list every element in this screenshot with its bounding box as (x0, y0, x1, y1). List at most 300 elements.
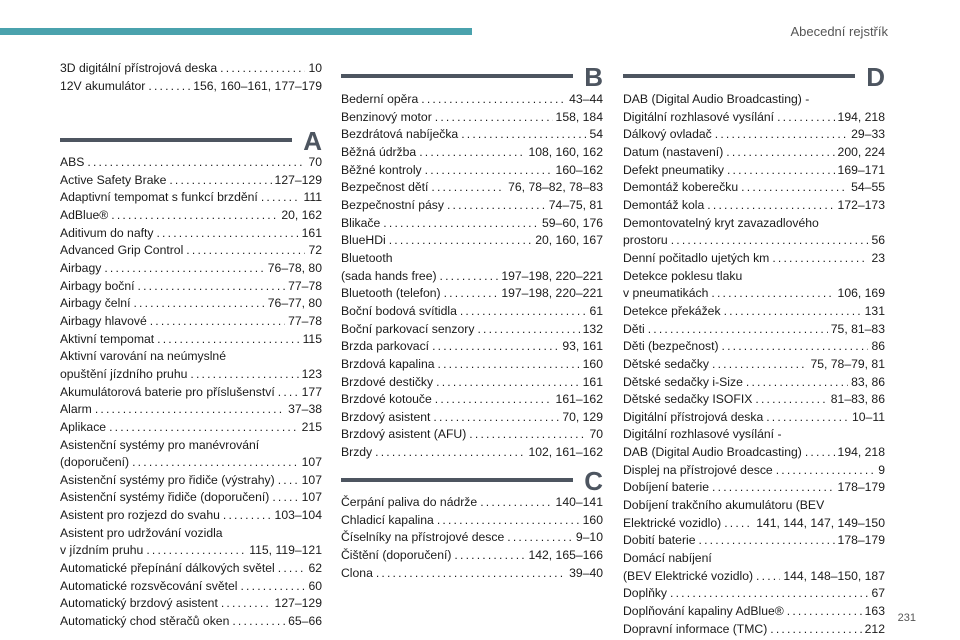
index-entry[interactable] (341, 285, 603, 303)
index-entry-term: (sada hands free) (341, 268, 437, 283)
index-entry-term: Doplňky (623, 586, 668, 601)
section-heading (60, 126, 322, 156)
leader-dots (156, 225, 298, 243)
index-entry[interactable] (623, 603, 885, 621)
index-entry-pages: 106, 169 (837, 286, 885, 301)
index-entry[interactable] (623, 197, 885, 215)
leader-dots (724, 303, 862, 321)
index-entry[interactable] (341, 162, 603, 180)
index-entry[interactable] (60, 595, 322, 613)
index-entry-pages: 142, 165–166 (528, 547, 603, 562)
index-entry-pages: 9–10 (575, 530, 603, 545)
leader-dots (104, 260, 264, 278)
index-entry[interactable] (341, 512, 603, 530)
index-entry-pages: 161 (301, 225, 322, 240)
index-entry-term: Doplňování kapaliny AdBlue® (623, 604, 784, 619)
index-entry[interactable] (60, 154, 322, 172)
leader-dots (726, 144, 834, 162)
index-entry-line: Bluetooth (341, 250, 393, 265)
index-entry[interactable] (60, 260, 322, 278)
leader-dots (787, 603, 862, 621)
index-entry-list (341, 494, 603, 582)
leader-dots (756, 568, 780, 586)
index-entry-pages: 123 (301, 366, 322, 381)
index-entry-pages: 107 (301, 490, 322, 505)
index-entry[interactable] (341, 356, 603, 374)
leader-dots (111, 207, 278, 225)
index-entry-pages: 93, 161 (562, 339, 603, 354)
index-entry-term: Aplikace (60, 419, 107, 434)
index-entry-term: v pneumatikách (623, 286, 709, 301)
index-entry-term: v jízdním pruhu (60, 543, 144, 558)
index-entry-pages: 160–162 (555, 162, 603, 177)
index-entry[interactable] (341, 426, 603, 444)
index-entry-pages: 200, 224 (837, 144, 885, 159)
index-entry[interactable] (341, 565, 603, 583)
index-entry[interactable] (60, 419, 322, 437)
leader-dots (221, 595, 272, 613)
index-entry-term: Běžné kontroly (341, 162, 422, 177)
leader-dots (435, 391, 553, 409)
leader-dots (190, 366, 298, 384)
index-entry-pages: 74–75, 81 (548, 197, 603, 212)
index-entry-term: Benzinový motor (341, 109, 432, 124)
section-heading (623, 62, 885, 92)
index-entry[interactable] (341, 232, 603, 250)
index-entry[interactable] (623, 462, 885, 480)
leader-dots (715, 126, 848, 144)
index-entry-pages: 67 (871, 586, 885, 601)
leader-dots (437, 512, 580, 530)
index-entry[interactable] (341, 391, 603, 409)
leader-dots (375, 444, 525, 462)
leader-dots (95, 401, 285, 419)
leader-dots (454, 547, 525, 565)
index-entry-pages: 54 (589, 127, 603, 142)
leader-dots (132, 454, 299, 472)
index-entry[interactable] (623, 144, 885, 162)
index-entry-pages: 127–129 (274, 596, 322, 611)
leader-dots (223, 507, 272, 525)
index-entry[interactable] (60, 331, 322, 349)
leader-dots (707, 197, 834, 215)
leader-dots (278, 384, 299, 402)
index-entry[interactable] (623, 374, 885, 392)
index-entry-line: Digitální rozhlasové vysílání - (623, 427, 782, 442)
index-entry[interactable] (623, 391, 885, 409)
index-entry[interactable] (341, 215, 603, 233)
leader-dots (461, 126, 586, 144)
index-entry-term: Chladicí kapalina (341, 512, 434, 527)
leader-dots (232, 613, 285, 631)
index-entry-term: Defekt pneumatiky (623, 162, 724, 177)
index-entry-pages: 70 (589, 427, 603, 442)
index-entry-term: Alarm (60, 402, 92, 417)
index-entry-pages: 144, 148–150, 187 (783, 568, 885, 583)
index-entry[interactable] (623, 621, 885, 639)
index-entry[interactable] (341, 250, 603, 285)
index-entry-pages: 39–40 (569, 565, 603, 580)
index-entry[interactable] (60, 207, 322, 225)
leader-dots (389, 232, 533, 250)
index-entry-term: Brzda parkovací (341, 339, 430, 354)
index-entry-term: Dálkový ovladač (623, 127, 712, 142)
index-entry[interactable] (60, 172, 322, 190)
index-entry-pages: 103–104 (274, 508, 322, 523)
leader-dots (440, 268, 499, 286)
index-entry-term: Advanced Grip Control (60, 243, 184, 258)
index-entry-term: Dětské sedačky i-Size (623, 374, 743, 389)
index-entry[interactable] (60, 78, 322, 96)
index-entry[interactable] (60, 507, 322, 525)
index-entry[interactable] (341, 409, 603, 427)
index-entry[interactable] (623, 356, 885, 374)
index-entry-term: Clona (341, 565, 373, 580)
leader-dots (772, 250, 868, 268)
index-entry-pages: 20, 162 (281, 207, 322, 222)
leader-dots (133, 295, 264, 313)
index-entry[interactable] (60, 525, 322, 560)
index-entry[interactable] (623, 321, 885, 339)
leader-dots (148, 78, 190, 96)
index-entry-term: Bezpečnostní pásy (341, 197, 444, 212)
index-entry-term: Blikače (341, 215, 381, 230)
index-entry[interactable] (60, 189, 322, 207)
index-entry[interactable] (341, 144, 603, 162)
index-entry[interactable] (341, 321, 603, 339)
index-entry-pages: 132 (582, 321, 603, 336)
index-entry-term: 12V akumulátor (60, 78, 146, 93)
index-entry-pages: 20, 160, 167 (535, 233, 603, 248)
index-entry[interactable] (60, 313, 322, 331)
section-letter: C (584, 466, 603, 496)
index-entry-term: Dětské sedačky ISOFIX (623, 392, 753, 407)
index-entry-term: Číselníky na přístrojové desce (341, 530, 505, 545)
index-entry[interactable] (60, 560, 322, 578)
index-entry-term: Dopravní informace (TMC) (623, 621, 768, 636)
index-entry-pages: 54–55 (851, 180, 885, 195)
leader-dots (711, 285, 834, 303)
index-entry[interactable] (60, 295, 322, 313)
index-entry[interactable] (341, 374, 603, 392)
index-entry-pages: 160 (582, 356, 603, 371)
index-entry-line: DAB (Digital Audio Broadcasting) - (623, 92, 810, 106)
index-entry-term: Děti (623, 321, 645, 336)
index-entry-term: Denní počitadlo ujetých km (623, 250, 770, 265)
index-entry-pages: 212 (864, 621, 885, 636)
index-entry-pages: 215 (301, 419, 322, 434)
index-entry[interactable] (60, 348, 322, 383)
index-entry-pages: 158, 184 (555, 109, 603, 124)
index-entry-pages: 56 (871, 233, 885, 248)
index-entry[interactable] (623, 215, 885, 250)
section-divider (623, 74, 855, 78)
index-entry-term: DAB (Digital Audio Broadcasting) (623, 445, 802, 460)
index-entry-pages: 178–179 (837, 480, 885, 495)
index-entry-term: opuštění jízdního pruhu (60, 366, 188, 381)
index-entry-term: Automatický chod stěračů oken (60, 614, 230, 629)
index-entry-pages: 108, 160, 162 (528, 144, 603, 159)
leader-dots (766, 409, 849, 427)
index-entry-term: Airbagy hlavové (60, 313, 147, 328)
index-entry[interactable] (623, 479, 885, 497)
index-entry[interactable] (341, 494, 603, 512)
index-entry-pages: 172–173 (837, 197, 885, 212)
index-entry-pages: 75, 78–79, 81 (810, 356, 885, 371)
index-entry[interactable] (623, 303, 885, 321)
index-entry-pages: 197–198, 220–221 (501, 286, 603, 301)
leader-dots (727, 162, 835, 180)
index-entry-term: Asistent pro rozjezd do svahu (60, 508, 220, 523)
index-entry-list (60, 154, 322, 631)
leader-dots (432, 338, 559, 356)
index-entry[interactable] (623, 179, 885, 197)
index-entry[interactable] (341, 444, 603, 462)
index-entry-pages: 75, 81–83 (830, 321, 885, 336)
index-entry[interactable] (341, 91, 603, 109)
index-entry-term: Displej na přístrojové desce (623, 462, 773, 477)
leader-dots (477, 321, 579, 339)
index-entry-term: Automatické rozsvěcování světel (60, 578, 238, 593)
leader-dots (722, 338, 869, 356)
index-entry[interactable] (60, 242, 322, 260)
index-entry[interactable] (341, 529, 603, 547)
index-entry-pages: 141, 144, 147, 149–150 (756, 515, 885, 530)
section-divider (341, 478, 573, 482)
leader-dots (712, 356, 807, 374)
index-entry-pages: 59–60, 176 (542, 215, 603, 230)
index-entry-term: Brzdový asistent (341, 409, 431, 424)
leader-dots (425, 162, 553, 180)
header-accent-bar (0, 28, 472, 35)
index-entry-line: Domácí nabíjení (623, 551, 712, 566)
leader-dots (157, 331, 299, 349)
index-entry[interactable] (60, 278, 322, 296)
index-entry-pages: 70 (308, 155, 322, 169)
index-entry[interactable] (341, 126, 603, 144)
index-entry-term: Adaptivní tempomat s funkcí brzdění (60, 190, 258, 205)
index-entry[interactable] (341, 197, 603, 215)
index-entry[interactable] (60, 613, 322, 631)
index-entry[interactable] (623, 497, 885, 532)
index-entry-list (341, 91, 603, 462)
leader-dots (648, 321, 828, 339)
index-entry-term: Aditivum do nafty (60, 225, 154, 240)
index-entry-term: Boční parkovací senzory (341, 321, 475, 336)
index-entry-pages: 29–33 (851, 127, 885, 142)
leader-dots (776, 462, 876, 480)
index-entry-term: Active Safety Brake (60, 172, 167, 187)
index-entry-line: Asistenční systémy pro manévrování (60, 437, 260, 452)
index-entry-term: Automatické přepínání dálkových světel (60, 561, 275, 576)
index-entry[interactable] (623, 426, 885, 461)
index-entry[interactable] (623, 532, 885, 550)
index-entry-term: Demontáž kola (623, 197, 705, 212)
index-entry-term: Digitální přístrojová deska (623, 409, 764, 424)
index-entry-pages: 140–141 (555, 495, 603, 509)
index-entry[interactable] (623, 91, 885, 126)
index-entry-term: Demontáž koberečku (623, 180, 739, 195)
leader-dots (138, 278, 286, 296)
leader-dots (746, 374, 848, 392)
leader-dots (419, 144, 525, 162)
index-entry-pages: 194, 218 (837, 109, 885, 124)
leader-dots (109, 419, 299, 437)
index-entry-pages: 60 (308, 578, 322, 593)
index-entry-term: (BEV Elektrické vozidlo) (623, 568, 754, 583)
leader-dots (741, 179, 848, 197)
index-entry[interactable] (341, 547, 603, 565)
index-entry-pages: 156, 160–161, 177–179 (193, 78, 322, 93)
leader-dots (240, 578, 305, 596)
index-entry[interactable] (623, 550, 885, 585)
leader-dots (724, 515, 753, 533)
index-entry-pages: 131 (864, 303, 885, 318)
leader-dots (421, 91, 566, 109)
index-entry-term: Bederní opěra (341, 92, 419, 106)
index-entry-term: Airbagy (60, 260, 102, 275)
index-entry-term: ABS (60, 155, 85, 169)
index-entry-term: Dobíjení baterie (623, 480, 710, 495)
index-entry-pages: 76–77, 80 (267, 296, 322, 311)
leader-dots (671, 232, 869, 250)
leader-dots (670, 585, 868, 603)
leader-dots (431, 179, 505, 197)
page-header-title: Abecední rejstřík (790, 24, 888, 39)
leader-dots (150, 313, 285, 331)
index-entry-pages: 83, 86 (851, 374, 885, 389)
index-entry[interactable] (60, 401, 322, 419)
index-entry-pages: 115, 119–121 (249, 543, 322, 558)
index-entry-term: Asistenční systémy řidiče (doporučení) (60, 490, 270, 505)
leader-dots (438, 356, 580, 374)
index-entry-pages: 43–44 (569, 92, 603, 106)
page-number: 231 (897, 612, 916, 624)
index-entry[interactable] (60, 384, 322, 402)
leader-dots (480, 494, 552, 512)
index-entry-term: Čištění (doporučení) (341, 547, 452, 562)
index-entry-pages: 77–78 (288, 313, 322, 328)
index-entry[interactable] (623, 338, 885, 356)
section-letter: A (303, 126, 322, 156)
index-entry[interactable] (60, 578, 322, 596)
index-entry[interactable] (341, 338, 603, 356)
index-entry-pages: 76, 78–82, 78–83 (508, 180, 603, 195)
index-entry-list (623, 91, 885, 638)
index-entry-pages: 77–78 (288, 278, 322, 293)
index-entry-pages: 115 (302, 331, 322, 346)
index-entry-line: Asistent pro udržování vozidla (60, 525, 223, 540)
index-entry[interactable] (623, 126, 885, 144)
index-entry-term: Elektrické vozidlo) (623, 515, 722, 530)
index-entry[interactable] (623, 409, 885, 427)
index-entry-list (60, 60, 322, 95)
leader-dots (261, 189, 301, 207)
index-entry[interactable] (60, 225, 322, 243)
index-entry-term: AdBlue® (60, 207, 109, 222)
index-entry-pages: 169–171 (837, 162, 885, 177)
leader-dots (433, 409, 559, 427)
index-entry-term: prostoru (623, 233, 668, 248)
index-entry-pages: 107 (301, 455, 322, 470)
index-entry-pages: 61 (589, 303, 603, 318)
index-entry-pages: 10 (308, 61, 322, 75)
index-entry[interactable] (623, 162, 885, 180)
index-entry-term: Boční bodová svítidla (341, 303, 457, 318)
index-entry-term: Brzdová kapalina (341, 356, 435, 371)
index-entry-term: Brzdy (341, 445, 373, 460)
index-entry-term: Detekce překážek (623, 303, 721, 318)
index-entry[interactable] (623, 268, 885, 303)
index-entry-line: Aktivní varování na neúmyslné (60, 349, 226, 364)
index-entry-term: Čerpání paliva do nádrže (341, 495, 478, 509)
index-entry[interactable] (60, 60, 322, 78)
index-entry-pages: 160 (582, 512, 603, 527)
index-entry-term: Brzdový asistent (AFU) (341, 427, 467, 442)
index-entry-term: Děti (bezpečnost) (623, 339, 719, 354)
index-entry-term: Brzdové kotouče (341, 392, 432, 407)
index-entry-pages: 163 (864, 604, 885, 619)
index-entry[interactable] (60, 437, 322, 472)
index-entry-pages: 107 (301, 472, 322, 487)
index-entry-term: Akumulátorová baterie pro příslušenství (60, 384, 275, 399)
index-entry-term: Automatický brzdový asistent (60, 596, 218, 611)
index-entry-term: Airbagy čelní (60, 296, 131, 311)
index-entry[interactable] (60, 472, 322, 490)
section-divider (341, 74, 573, 78)
index-entry-term: Bezdrátová nabíječka (341, 127, 459, 142)
index-entry[interactable] (623, 250, 885, 268)
section-heading (341, 62, 603, 92)
leader-dots (435, 109, 553, 127)
index-entry-term: Asistenční systémy pro řidiče (výstrahy) (60, 472, 275, 487)
index-entry-pages: 76–78, 80 (267, 260, 322, 275)
index-entry[interactable] (341, 109, 603, 127)
leader-dots (278, 472, 299, 490)
index-entry-line: Dobíjení trakčního akumulátoru (BEV (623, 498, 825, 513)
leader-dots (777, 109, 834, 127)
leader-dots (169, 172, 271, 190)
index-entry-term: Bezpečnost dětí (341, 180, 429, 195)
index-entry-term: (doporučení) (60, 455, 130, 470)
leader-dots (272, 489, 298, 507)
index-entry-pages: 86 (871, 339, 885, 354)
index-entry-term: Brzdové destičky (341, 374, 434, 389)
leader-dots (186, 242, 305, 260)
index-entry-term: Dětské sedačky (623, 356, 710, 371)
section-letter: B (584, 62, 603, 92)
index-entry-term: Datum (nastavení) (623, 144, 724, 159)
section-divider (60, 138, 292, 142)
index-entry-term: Běžná údržba (341, 144, 417, 159)
leader-dots (469, 426, 586, 444)
index-entry-pages: 177 (301, 384, 322, 399)
index-entry-pages: 197–198, 220–221 (501, 268, 603, 283)
index-entry[interactable] (341, 179, 603, 197)
index-entry-pages: 102, 161–162 (528, 445, 603, 460)
index-entry-pages: 178–179 (837, 533, 885, 548)
index-entry-pages: 23 (871, 250, 885, 265)
index-entry-term: Dobití baterie (623, 533, 696, 548)
index-entry-term: Aktivní tempomat (60, 331, 155, 346)
index-entry[interactable] (60, 489, 322, 507)
leader-dots (507, 529, 573, 547)
leader-dots (383, 215, 539, 233)
index-entry-pages: 9 (878, 462, 885, 477)
index-entry[interactable] (623, 585, 885, 603)
index-entry[interactable] (341, 303, 603, 321)
index-entry-term: 3D digitální přístrojová deska (60, 61, 218, 75)
